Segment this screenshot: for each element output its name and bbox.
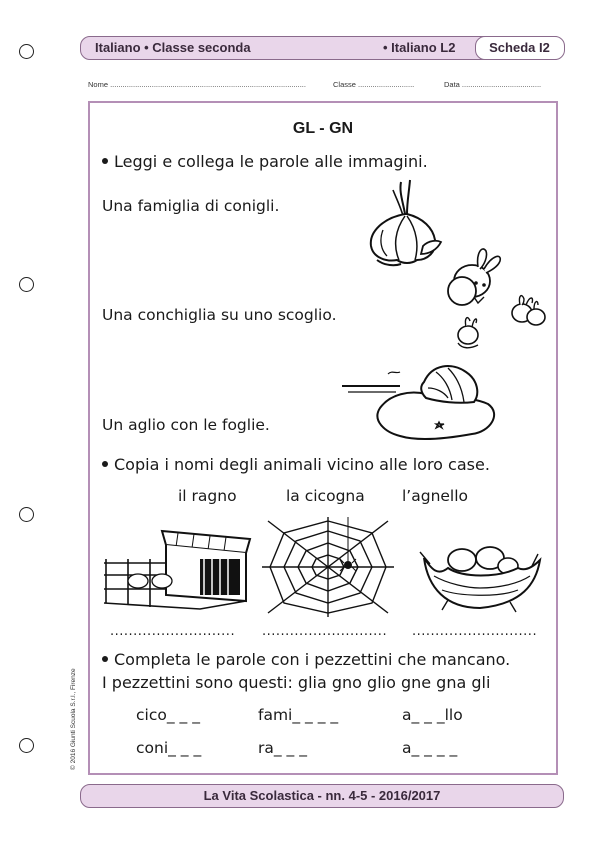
fill-word[interactable]: ra_ _ _ bbox=[258, 739, 307, 757]
fill-word[interactable]: a_ _ _llo bbox=[402, 706, 463, 724]
exercise1-instruction: Leggi e collega le parole alle immagini. bbox=[102, 152, 428, 171]
bullet-icon bbox=[102, 656, 108, 662]
nest-icon bbox=[418, 538, 543, 618]
binder-hole bbox=[19, 507, 34, 522]
word-ragno: il ragno bbox=[178, 487, 237, 505]
copyright-note: © 2016 Giunti Scuola S.r.l., Firenze bbox=[70, 668, 77, 770]
header-subject: Italiano • Classe seconda bbox=[95, 40, 251, 55]
binder-hole bbox=[19, 277, 34, 292]
sentence-conchiglia: Una conchiglia su uno scoglio. bbox=[102, 306, 337, 324]
fill-word[interactable]: cico_ _ _ bbox=[136, 706, 200, 724]
page-footer: La Vita Scolastica - nn. 4-5 - 2016/2017 bbox=[80, 784, 564, 808]
answer-blank[interactable]: ........................... bbox=[412, 624, 538, 639]
rabbits-icon bbox=[440, 243, 550, 358]
bullet-icon bbox=[102, 158, 108, 164]
word-agnello: l’agnello bbox=[402, 487, 469, 505]
binder-hole bbox=[19, 738, 34, 753]
page-title: GL - GN bbox=[292, 120, 354, 137]
sentence-conigli: Una famiglia di conigli. bbox=[102, 197, 280, 215]
page-header bbox=[80, 36, 564, 60]
word-cicogna: la cicogna bbox=[286, 487, 365, 505]
header-tab: Scheda I2 bbox=[475, 36, 565, 60]
fill-word[interactable]: a_ _ _ _ bbox=[402, 739, 458, 757]
fill-word[interactable]: coni_ _ _ bbox=[136, 739, 202, 757]
garlic-icon bbox=[365, 180, 445, 270]
header-course: • Italiano L2 bbox=[383, 40, 456, 55]
exercise3-pieces: I pezzettini sono questi: glia gno glio gne gna gli bbox=[102, 673, 491, 692]
shell-on-rock-icon bbox=[340, 358, 500, 443]
answer-blank[interactable]: ........................... bbox=[110, 624, 236, 639]
binder-hole bbox=[19, 44, 34, 59]
answer-blank[interactable]: ........................... bbox=[262, 624, 388, 639]
class-field[interactable]: Classe ........................... bbox=[333, 80, 415, 89]
bullet-icon bbox=[102, 461, 108, 467]
fill-word[interactable]: fami_ _ _ _ bbox=[258, 706, 339, 724]
exercise2-instruction: Copia i nomi degli animali vicino alle loro case. bbox=[102, 455, 490, 474]
date-field[interactable]: Data ...................................... bbox=[444, 80, 542, 89]
sheep-pen-icon bbox=[100, 523, 255, 615]
sentence-aglio: Un aglio con le foglie. bbox=[102, 416, 270, 434]
exercise3-instruction: Completa le parole con i pezzettini che mancano. bbox=[102, 650, 510, 669]
name-field[interactable]: Nome .............................................................................................. bbox=[88, 80, 306, 89]
spider-web-icon bbox=[262, 517, 394, 617]
